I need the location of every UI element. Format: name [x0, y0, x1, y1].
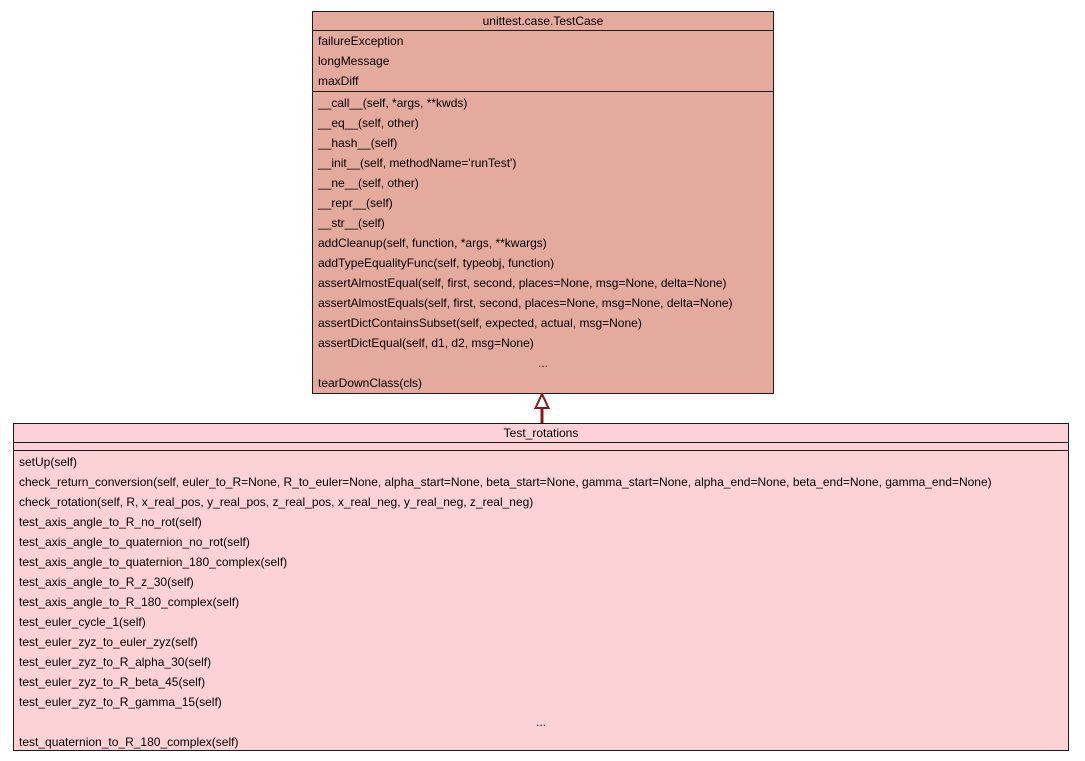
member-row: test_euler_zyz_to_R_gamma_15(self): [19, 695, 222, 709]
member-row: test_axis_angle_to_R_no_rot(self): [19, 515, 202, 529]
member-row: setUp(self): [19, 455, 78, 469]
member-row: test_axis_angle_to_quaternion_no_rot(self): [19, 535, 250, 549]
member-row: assertAlmostEquals(self, first, second, places=None, msg=None, delta=None): [318, 296, 733, 310]
member-row: __hash__(self): [318, 136, 398, 150]
inheritance-arrow-icon: [532, 393, 552, 423]
member-row: test_euler_zyz_to_R_alpha_30(self): [19, 655, 212, 669]
member-row: test_euler_zyz_to_R_beta_45(self): [19, 675, 206, 689]
class-title: unittest.case.TestCase: [313, 12, 773, 31]
class-attributes-section: [14, 443, 1068, 451]
member-row: check_rotation(self, R, x_real_pos, y_real_pos, z_real_pos, x_real_neg, y_real_neg, z_real_neg): [19, 495, 534, 509]
member-row: assertAlmostEqual(self, first, second, places=None, msg=None, delta=None): [318, 276, 727, 290]
member-row: test_axis_angle_to_R_z_30(self): [19, 575, 194, 589]
member-row: check_return_conversion(self, euler_to_R=None, R_to_euler=None, alpha_start=None, beta_start=None, gamma_start=None, alpha_end=None, beta_end=None, gamma_end=None): [19, 475, 992, 489]
member-row: test_euler_zyz_to_euler_zyz(self): [19, 635, 198, 649]
member-row: assertDictContainsSubset(self, expected, actual, msg=None): [318, 316, 642, 330]
member-row: tearDownClass(cls): [318, 376, 423, 390]
ellipsis-row: ...: [535, 715, 546, 729]
member-row: __eq__(self, other): [318, 116, 419, 130]
member-row: __init__(self, methodName='runTest'): [318, 156, 517, 170]
class-box-test-rotations: [13, 423, 1069, 751]
member-row: test_quaternion_to_R_180_complex(self): [19, 735, 239, 749]
member-row: __str__(self): [318, 216, 385, 230]
member-row: longMessage: [318, 54, 390, 68]
member-row: failureException: [318, 34, 404, 48]
class-methods-section: [313, 92, 773, 393]
member-row: test_axis_angle_to_R_180_complex(self): [19, 595, 240, 609]
ellipsis-row: ...: [537, 356, 548, 370]
member-row: test_euler_cycle_1(self): [19, 615, 146, 629]
class-attributes-section: [313, 31, 773, 92]
member-row: maxDiff: [318, 74, 359, 88]
member-row: assertDictEqual(self, d1, d2, msg=None): [318, 336, 534, 350]
member-row: addCleanup(self, function, *args, **kwargs): [318, 236, 547, 250]
member-row: addTypeEqualityFunc(self, typeobj, function): [318, 256, 555, 270]
class-methods-section: [14, 451, 1068, 750]
class-box-testcase: [312, 11, 774, 394]
member-row: __call__(self, *args, **kwds): [318, 96, 468, 110]
member-row: __repr__(self): [318, 196, 393, 210]
member-row: test_axis_angle_to_quaternion_180_complex(self): [19, 555, 288, 569]
class-title: Test_rotations: [14, 424, 1068, 443]
member-row: __ne__(self, other): [318, 176, 419, 190]
